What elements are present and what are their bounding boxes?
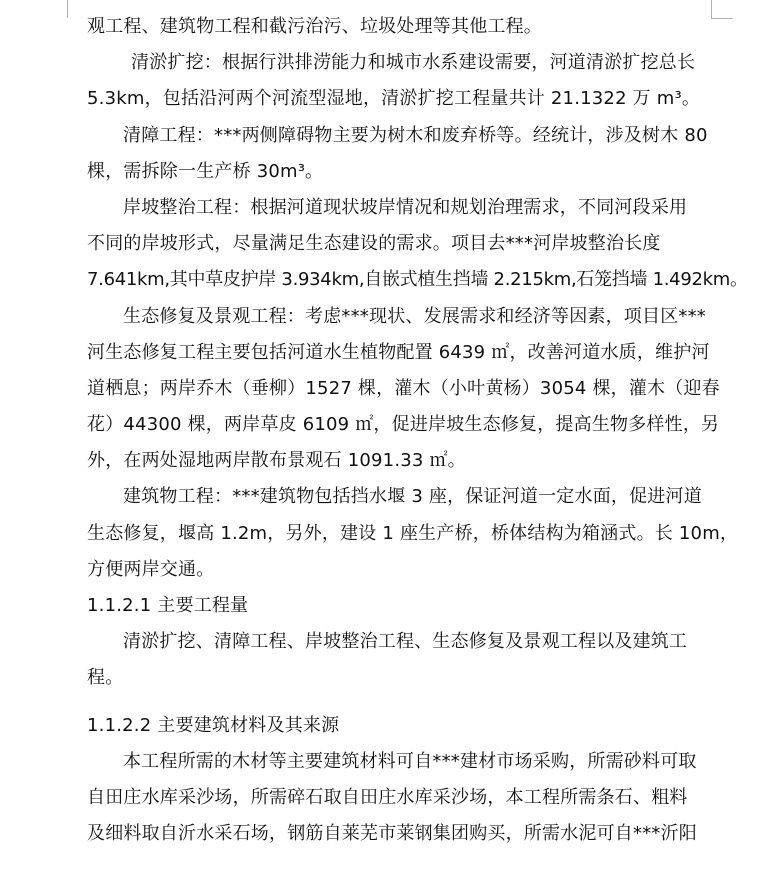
- text-line: 自田庄水库采沙场，所需碎石取自田庄水库采沙场，本工程所需条石、粗料: [87, 786, 688, 808]
- text-line: 道栖息；两岸乔木（垂柳）1527 棵，灌木（小叶黄杨）3054 棵，灌木（迎春: [87, 377, 720, 399]
- text-line: 清淤扩挖：根据行洪排涝能力和城市水系建设需要，河道清淤扩挖总长: [131, 52, 696, 74]
- text-line: 清障工程：***两侧障碍物主要为树木和废弃桥等。经统计，涉及树木 80: [123, 124, 708, 146]
- text-line: 方便两岸交通。: [87, 558, 215, 580]
- text-line: 5.3km，包括沿河两个河流型湿地，清淤扩挖工程量共计 21.1322 万 m³。: [87, 88, 701, 110]
- top-fragment-line: 观工程、建筑物工程和截污治污、垃圾处理等其他工程。: [87, 16, 542, 37]
- text-line: 不同的岸坡形式，尽量满足生态建设的需求。项目去***河岸坡整治长度: [87, 233, 661, 255]
- text-line: 及细料取自沂水采石场，钢筋自莱芜市莱钢集团购买，所需水泥可自***沂阳: [87, 823, 697, 845]
- paragraph-materials: [87, 744, 711, 853]
- text-line: 河生态修复工程主要包括河道水生植物配置 6439 ㎡，改善河道水质，维护河: [87, 341, 710, 363]
- margin-mark-left-vertical: [67, 0, 68, 18]
- text-line: 岸坡整治工程：根据河道现状坡岸情况和规划治理需求，不同河段采用: [123, 196, 688, 218]
- paragraph-bank: [87, 190, 748, 299]
- heading-materials: 1.1.2.2 主要建筑材料及其来源: [87, 714, 340, 736]
- document-page: [87, 9, 748, 852]
- text-line: 花）44300 棵，两岸草皮 6109 ㎡，促进岸坡生态修复，提高生物多样性，另: [87, 414, 720, 436]
- heading-main-works: 1.1.2.1 主要工程量: [87, 595, 249, 616]
- text-line: 程。: [87, 667, 124, 689]
- text-line: 7.641km,其中草皮护岸 3.934km,自嵌式植生挡墙 2.215km,石笼挡墙 1.492km。: [87, 269, 748, 291]
- text-line: 清淤扩挖、清障工程、岸坡整治工程、生态修复及景观工程以及建筑工: [123, 631, 688, 653]
- paragraph-main-works: [87, 624, 711, 696]
- text-line: 建筑物工程：***建筑物包括挡水堰 3 座，保证河道一定水面，促进河道: [123, 486, 702, 508]
- paragraph-dredge: [87, 45, 711, 117]
- margin-mark-right-horizontal: [711, 18, 733, 19]
- paragraph-gap: [87, 697, 711, 708]
- paragraph-building: [87, 479, 739, 588]
- paragraph-obstacle: [87, 118, 711, 190]
- text-line: 外，在两处湿地两岸散布景观石 1091.33 ㎡。: [87, 450, 466, 472]
- text-line: 生态修复，堰高 1.2m，另外，建设 1 座生产桥，桥体结构为箱涵式。长 10m，: [87, 522, 739, 544]
- margin-mark-right-vertical: [711, 0, 712, 18]
- text-line: 棵，需拆除一生产桥 30m³。: [87, 160, 324, 182]
- text-line: 生态修复及景观工程：考虑***现状、发展需求和经济等因素，项目区***: [123, 305, 706, 327]
- paragraph-eco: [87, 299, 720, 480]
- text-line: 本工程所需的木材等主要建筑材料可自***建材市场采购，所需砂料可取: [123, 750, 697, 772]
